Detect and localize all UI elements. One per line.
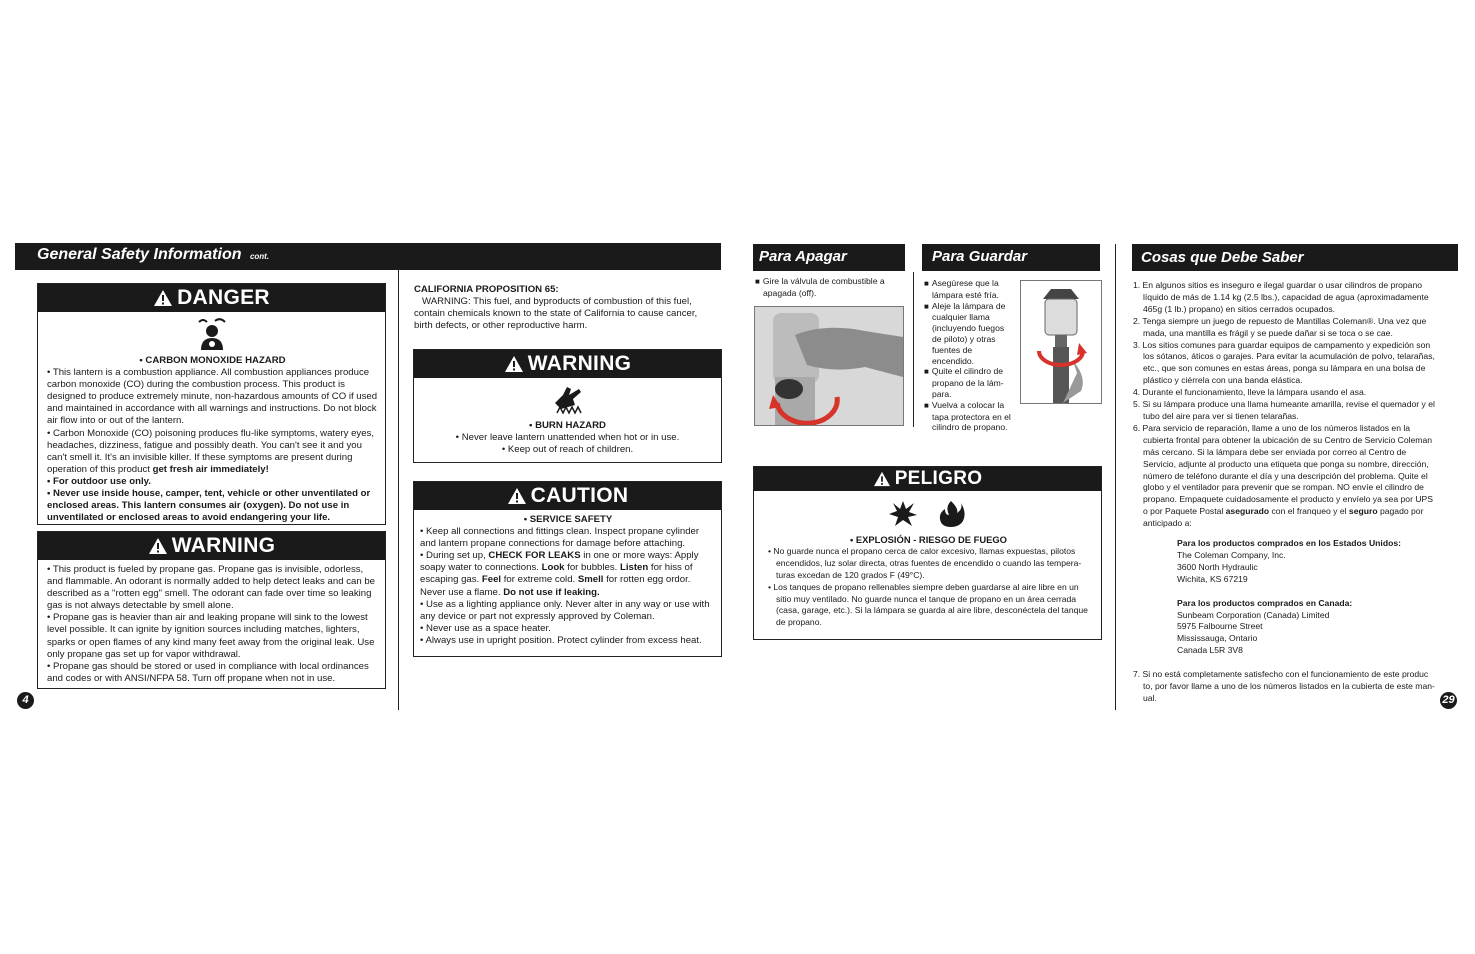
address-ca-line: Mississauga, Ontario [1177,633,1258,644]
burn-item-2: • Keep out of reach of children. [501,444,634,456]
danger-p2: • Carbon Monoxide (CO) poisoning produces flu-like symptoms, watery eyes, headaches, dizziness, fatigue and possibly death. You can't see it and you can't smell it. It's an invisible killer. If these symptoms are present during operation of this product get fresh air immediately! [47,427,375,475]
warning-triangle-icon [873,471,891,487]
burn-item-1: • Never leave lantern unattended when hot or in use. [455,432,680,444]
danger-p1: • This lantern is a combustion appliance. All combustion appliances produce carbon monoxide (CO) during the combustion process. This product is designed to produce extremely minute, non-hazardous amounts of CO if used and maintained in accordance with all warnings and instructions. Do not block air flow into or out of the lantern. [47,367,378,427]
page-number-left: 4 [17,692,34,709]
guardar-list [924,278,1016,433]
address-us [1177,538,1436,586]
peligro-header [754,467,1101,491]
warning-triangle-icon [504,355,524,373]
divider-guardar [913,272,914,427]
para-guardar-title: Para Guardar [932,248,1028,265]
carbon-monoxide-icon [195,318,229,350]
divider-right-page [1115,244,1116,710]
address-ca-line: Sunbeam Corporation (Canada) Limited [1177,609,1330,620]
danger-hazard: • CARBON MONOXIDE HAZARD [139,355,286,366]
warning-burn-header [414,350,721,378]
guardar-item-3: ■ Quite el cilindro de propano de la lám-para. [924,366,1016,399]
warning-burn-heading: WARNING [527,352,632,375]
danger-heading: DANGER [177,286,270,309]
caution-hazard: • SERVICE SAFETY [523,514,613,525]
caution-p3: • Use as a lighting appliance only. Never alter in any way or use with any device or part not expressly approved by Coleman. [420,598,710,622]
peligro-item-1: • No guarde nunca el propano cerca de calor excesivo, llamas expuestas, pilotos encendidos, luz solar directa, otras fuentes de encendido o cuando las tempera-turas excedan de 120 grados F (49°C). [768,545,1082,580]
caution-p1: • Keep all connections and fittings clean. Inspect propane cylinder and lantern propane connections for damage before attaching. [420,526,700,550]
peligro-item-2: • Los tanques de propano rellenables siempre deben guardarse al aire libre en un sitio muy ventilado. No guarde nunca el tanque de propano en un área cerrada (casa, garage, etc.). Si la lámpara se guarda al aire libre, desconéctela del tanque de propano. [768,581,1088,628]
danger-p3: • For outdoor use only. [47,475,151,487]
page-number-right: 29 [1440,692,1457,709]
caution-header [414,482,721,510]
caution-p2: • During set up, CHECK FOR LEAKS in one or more ways: Apply soapy water to connections. Look for bubbles. Listen for hiss of escaping gas. Feel for extreme cold. Smell for rotten egg ordor. Never use a flame. Do not use if leaking. [420,550,699,598]
peligro-heading: PELIGRO [894,468,983,489]
warning-p1: • This product is fueled by propane gas. Propane gas is invisible, odorless, and flammable. An odorant is normally added to help detect leaks and can be described as a "rotten egg" smell. The odorant can fade over time so leaking gas is not always detectable by smell alone. [47,564,375,612]
address-ca [1177,598,1436,658]
cosas-item-7: 7. Si no está completamente satisfecho con el funcionamiento de este produc to, por favor llame a uno de los números listados en la cubierta de este man-ual. [1133,669,1435,703]
address-ca-title: Para los productos comprados en Canada: [1177,597,1353,608]
danger-box [37,283,386,525]
warning-burn-box [413,349,722,463]
warning-triangle-icon [507,487,527,505]
caution-p4: • Never use as a space heater. [420,622,551,634]
section-title-suffix: cont. [249,252,270,261]
burn-hand-icon [551,383,585,415]
prop65-title: CALIFORNIA PROPOSITION 65: [414,284,559,295]
caution-p5: • Always use in upright position. Protect cylinder from excess heat. [420,634,702,646]
cosas-title: Cosas que Debe Saber [1141,249,1304,266]
caution-box [413,481,722,657]
danger-header [38,284,385,312]
cosas-item-1: 1. En algunos sitios es inseguro e ilegal guardar o usar cilindros de propano líquido de más de 1.14 kg (2.5 lbs.), capacidad de agua (aproximadamente 465g (1 lb.) propano) en sitios cerrados ocupados. [1133,280,1429,314]
cosas-item-5: 5. Si su lámpara produce una llama humeante amarilla, revise el quemador y el tubo del aire para ver si tienen telarañas. [1133,399,1435,421]
explosion-icon [888,499,918,527]
peligro-box [753,466,1102,640]
guardar-item-1: ■ Asegúrese que la lámpara esté fría. [924,278,1016,301]
para-apagar-bar [753,244,905,271]
lantern-valve-photo [754,306,904,426]
para-apagar-title: Para Apagar [759,248,847,265]
peligro-hazard: • EXPLOSIÓN - RIESGO DE FUEGO [850,534,1007,545]
cosas-list [1133,280,1436,705]
address-us-title: Para los productos comprados en los Estados Unidos: [1177,538,1401,549]
address-ca-line: 5975 Falbourne Street [1177,621,1263,632]
divider-left-page [398,270,399,710]
fire-icon [937,499,967,527]
address-us-line: Wichita, KS 67219 [1177,573,1248,584]
guardar-item-2: ■ Aleje la lámpara de cualquier llama (incluyendo fuegos de piloto) y otras fuentes de encendido. [924,301,1016,367]
warning-triangle-icon [153,289,173,307]
caution-heading: CAUTION [530,484,629,507]
warning-triangle-icon [148,537,168,555]
prop65-block [414,284,714,332]
address-us-line: 3600 North Hydraulic [1177,561,1258,572]
cosas-item-6: 6. Para servicio de reparación, llame a uno de los números listados en la cubierta frontal para obtener la ubicación de su Centro de Servicio Coleman más cercano. Si la lámpara debe ser enviada por correo al Centro de Servicio, adjunte al producto una etiqueta que ponga su nombre, dirección, número de teléfono durante el día y una descripción del problema. Quite el globo y el ventilador para prevenir que se rompan. NO envíe el cilindro de propano. Empaquete cuidadosamente el producto y envíelo ya sea por UPS o por Paquete Postal asegurado con el franqueo y el seguro pagado por anticipado a: [1133,422,1433,529]
para-guardar-bar [922,244,1100,271]
cosas-item-3: 3. Los sitios comunes para guardar equipos de campamento y expedición son los sótanos, áticos o garajes. Para evitar la acumulación de polvo, telarañas, etc., que son comunes en estas áreas, ponga su lámpara en una bolsa de plástico y ciérrela con una banda elástica. [1133,339,1435,386]
warning-p2: • Propane gas is heavier than air and leaking propane will sink to the lowest level possible. It can ignite by ignition sources including matches, lighters, sparks or open flames of any kind many feet away from the original leak. Use only propane gas set up for vapor withdrawal. [47,612,375,660]
warning-propane-box [37,531,386,689]
warning-header [38,532,385,560]
cosas-item-2: 2. Tenga siempre un juego de repuesto de Mantillas Coleman®. Una vez que mada, una mantilla es frágil y se puede dañar si se toca o se cae. [1133,315,1427,338]
prop65-text: WARNING: This fuel, and byproducts of combustion of this fuel, contain chemicals known to the state of California to cause cancer, birth defects, or other reproductive harm. [414,296,698,332]
danger-p4: • Never use inside house, camper, tent, vehicle or other unventilated or enclosed areas. This lantern consumes air (oxygen). Do not use in unventilated or enclosed areas to avoid endangering your life. [47,488,371,524]
burn-hazard: • BURN HAZARD [529,420,606,431]
cosas-item-4: 4. Durante el funcionamiento, lleve la lámpara usando el asa. [1133,387,1367,398]
address-ca-line: Canada L5R 3V8 [1177,645,1243,656]
warning-heading: WARNING [171,534,276,557]
cosas-bar [1132,244,1458,271]
section-title: General Safety Information [37,246,242,263]
guardar-item-4: ■ Vuelva a colocar la tapa protectora en el cilindro de propano. [924,400,1016,433]
address-us-line: The Coleman Company, Inc. [1177,549,1286,560]
warning-p3: • Propane gas should be stored or used in compliance with local ordinances and codes or with ANSI/NFPA 58. Turn off propane when not in use. [47,660,369,684]
section-title-bar [15,243,721,270]
apagar-text: ■ Gire la válvula de combustible a apagada (off). [755,276,895,300]
lantern-cylinder-photo [1020,280,1102,404]
